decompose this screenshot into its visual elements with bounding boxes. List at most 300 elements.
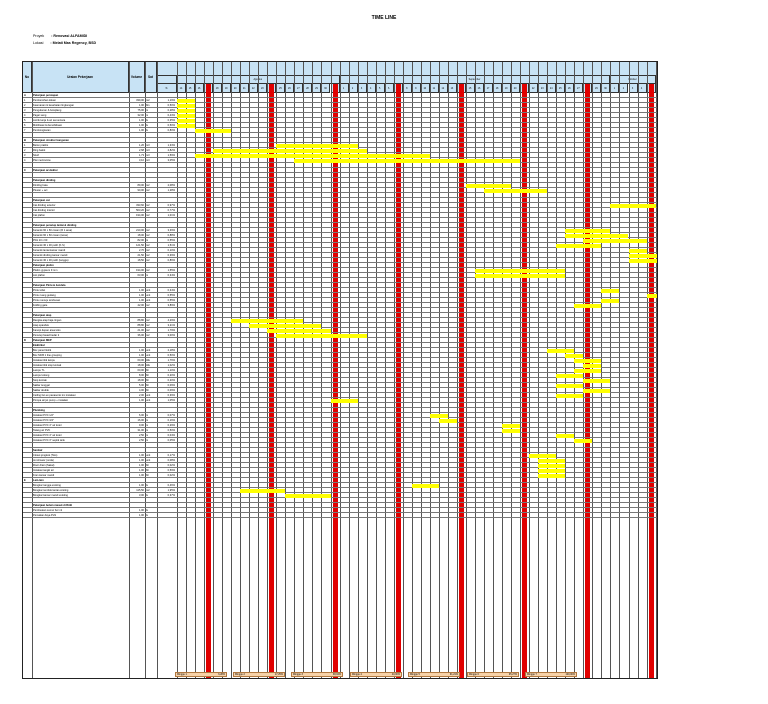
row-weight: 2,18% xyxy=(167,349,175,352)
day-header: 4 xyxy=(638,84,647,93)
row-weight: 1,51% xyxy=(167,244,175,247)
day-header: 22 xyxy=(249,84,258,93)
row-unit: m xyxy=(146,424,149,427)
day-header: 18 xyxy=(493,84,502,93)
row-number: B xyxy=(24,139,26,142)
row-unit: m2 xyxy=(146,234,150,237)
row-unit: m xyxy=(146,114,149,117)
day-header: 29 xyxy=(312,84,321,93)
row-weight: 3,89% xyxy=(167,304,175,307)
row-volume: 194,00 xyxy=(136,214,144,217)
row-number: 3 xyxy=(24,109,26,112)
progress-value: 38,04% xyxy=(332,673,341,676)
schedule-bar xyxy=(556,434,574,438)
row-volume: 1,00 xyxy=(138,459,144,462)
progress-value: 95,27% xyxy=(508,673,517,676)
row-weight: 1,55% xyxy=(167,269,175,272)
row-description: Keramik lantai kamar mandi xyxy=(33,249,66,252)
row-volume: 1,00 xyxy=(138,129,144,132)
row-weight: 1,59% xyxy=(167,154,175,157)
day-header: 30 xyxy=(601,84,610,93)
schedule-bar xyxy=(601,299,619,303)
day-header: 22 xyxy=(529,84,538,93)
row-weight: 0,35% xyxy=(167,119,175,122)
progress-box xyxy=(467,672,519,677)
row-unit: ls xyxy=(146,509,148,512)
row-weight: 0,08% xyxy=(167,459,175,462)
header-bobot: % xyxy=(157,84,177,93)
row-volume: 339,00 xyxy=(136,99,144,102)
row-description: Kran kamar mandi xyxy=(33,474,55,477)
schedule-bar xyxy=(583,239,646,243)
header-bobot-spacer xyxy=(157,76,177,84)
progress-value: 6,28% xyxy=(218,673,225,676)
row-description: Pekerjaan arsitektur xyxy=(33,169,58,172)
row-weight: 0,29% xyxy=(167,424,175,427)
row-unit: m3 xyxy=(146,159,150,162)
progress-label: Minggu 4 xyxy=(352,673,362,676)
row-volume: 1,00 xyxy=(138,104,144,107)
row-weight: 0,55% xyxy=(167,294,175,297)
row-description: Cat dinding exterior xyxy=(33,204,56,207)
row-volume: 333,60 xyxy=(136,204,144,207)
row-unit: m2 xyxy=(146,269,150,272)
week-marker-header xyxy=(459,84,464,93)
row-unit: bh xyxy=(146,474,149,477)
row-weight: 0,02% xyxy=(167,464,175,467)
progress-value: 40,00% xyxy=(391,673,400,676)
row-volume: 1,00 xyxy=(138,119,144,122)
day-header: 11 xyxy=(430,84,439,93)
row-description: Keramik 60 x 60 cream (R 1 area) xyxy=(33,229,73,232)
row-volume: 6,00 xyxy=(138,414,144,417)
schedule-bar xyxy=(276,144,357,148)
progress-label: Minggu 3 xyxy=(293,673,303,676)
header-no: No xyxy=(23,62,32,93)
row-volume: 3,10 xyxy=(138,159,144,162)
schedule-grid xyxy=(22,61,658,679)
day-header: 5 xyxy=(376,84,385,93)
week-marker-header xyxy=(396,84,401,93)
row-description: Plint 10 x 60 xyxy=(33,239,48,242)
row-unit: m xyxy=(146,109,149,112)
row-weight: 0,55% xyxy=(167,299,175,302)
row-description: Listrik kerja & air sementara xyxy=(33,119,66,122)
row-unit: unit xyxy=(146,289,151,292)
day-header: 23 xyxy=(258,84,267,93)
row-description: Pintu menuju tembusan xyxy=(33,299,61,302)
row-description: Pembersihan lokasi xyxy=(33,99,56,102)
row-weight: 0,07% xyxy=(167,414,175,417)
row-description: Elektrikal xyxy=(33,344,45,347)
schedule-bar xyxy=(565,229,610,233)
row-volume: 1,00 xyxy=(138,509,144,512)
row-unit: ls xyxy=(146,514,148,517)
row-description: Cat plafon xyxy=(33,214,45,217)
row-weight: 1,76% xyxy=(167,359,175,362)
row-volume: 18,00 xyxy=(137,364,144,367)
schedule-bar xyxy=(629,254,659,258)
schedule-bar xyxy=(574,439,592,443)
day-header: 20 xyxy=(511,84,520,93)
schedule-bar xyxy=(475,274,565,278)
progress-value: 91,21% xyxy=(449,673,458,676)
row-weight: 0,09% xyxy=(167,389,175,392)
row-description: Instalasi PVC 4" air kotor xyxy=(33,424,62,427)
day-header: 25 xyxy=(276,84,285,93)
day-header: 10 xyxy=(421,84,430,93)
row-unit: unit xyxy=(146,299,151,302)
row-unit: bh xyxy=(146,374,149,377)
row-description: Floor drain (Sakai) xyxy=(33,464,55,467)
row-weight: 0,09% xyxy=(167,384,175,387)
row-weight: 1,05% xyxy=(167,399,175,402)
row-description: Instalasi tangki air xyxy=(33,469,54,472)
day-header: 15 xyxy=(186,84,195,93)
row-number: 5 xyxy=(24,119,26,122)
row-description: Pekerjaan Pintu & Jendela xyxy=(33,284,66,287)
row-description: Penutup fasad bedar 2 xyxy=(33,334,60,337)
row-description: Pintu toilet xyxy=(33,289,46,292)
row-weight: 0,34% xyxy=(167,289,175,292)
schedule-bar xyxy=(629,259,659,263)
progress-label: Minggu 2 xyxy=(235,673,245,676)
row-description: Ceiling fan ex panasonic inc instalasi xyxy=(33,394,76,397)
row-volume: 82,00 xyxy=(137,239,144,242)
row-volume: 18,00 xyxy=(137,234,144,237)
schedule-bar xyxy=(475,269,565,273)
row-volume: 4,00 xyxy=(138,389,144,392)
day-header: 2 xyxy=(349,84,358,93)
row-unit: ls xyxy=(146,129,148,132)
row-unit: m2 xyxy=(146,99,150,102)
header-sat: Sat xyxy=(145,62,157,93)
row-description: Instalasi titik stop kontak xyxy=(33,364,62,367)
row-description: Jet shower (onda) xyxy=(33,459,54,462)
schedule-bar xyxy=(610,204,655,208)
row-unit: unit xyxy=(146,354,151,357)
project-line xyxy=(33,34,87,38)
schedule-bar xyxy=(195,154,430,158)
row-volume: 3,00 xyxy=(138,494,144,497)
row-weight: 1,01% xyxy=(167,214,175,217)
progress-label: Minggu 6 xyxy=(469,673,479,676)
row-weight: 0,05% xyxy=(167,439,175,442)
row-weight: 0,20% xyxy=(167,379,175,382)
row-unit: m2 xyxy=(146,304,150,307)
row-volume: 2,00 xyxy=(138,394,144,397)
row-weight: 0,59% xyxy=(167,469,175,472)
row-description: Lampu kolong xyxy=(33,374,50,377)
schedule-bar xyxy=(583,389,610,393)
day-header: 8 xyxy=(403,84,412,93)
week-marker-header xyxy=(522,84,527,93)
row-description: Pekerjaan cat xyxy=(33,199,50,202)
row-unit: ls xyxy=(146,494,148,497)
row-unit: m3 xyxy=(146,154,150,157)
row-volume: 89,00 xyxy=(137,184,144,187)
row-weight: 3,21% xyxy=(167,324,175,327)
schedule-bar xyxy=(177,99,195,103)
row-unit: ls xyxy=(146,124,148,127)
day-header: 16 xyxy=(475,84,484,93)
table-row xyxy=(23,513,658,518)
row-description: Folding gate xyxy=(33,304,48,307)
progress-box xyxy=(291,672,343,677)
week-marker-header xyxy=(585,84,590,93)
row-weight: 0,28% xyxy=(167,109,175,112)
row-volume: 21,50 xyxy=(137,254,144,257)
row-unit: m2 xyxy=(146,324,150,327)
row-weight: 0,17% xyxy=(167,454,175,457)
day-header: 29 xyxy=(592,84,601,93)
progress-value: 100,00% xyxy=(565,673,575,676)
header-volume: Volume xyxy=(129,62,145,93)
row-weight: 0,50% xyxy=(167,429,175,432)
month-header: Oktober xyxy=(610,76,655,84)
schedule-bar xyxy=(177,109,195,113)
page-title: TIME LINE xyxy=(371,15,397,21)
row-weight: 3,39% xyxy=(167,229,175,232)
row-weight: 0,34% xyxy=(167,274,175,277)
row-description: Keramik 30 x 30 putih (tangga) xyxy=(33,259,69,262)
row-unit: unit xyxy=(146,394,151,397)
row-weight: 1,02% xyxy=(167,364,175,367)
row-volume: 1,26 xyxy=(138,144,144,147)
location-label: Lokasi xyxy=(33,41,44,45)
row-description: Pembuatan sumur bor ml xyxy=(33,509,63,512)
progress-label: Minggu 1 xyxy=(177,673,187,676)
progress-label: Minggu 5 xyxy=(410,673,420,676)
row-description: Instalasi PVC 3/4" xyxy=(33,419,54,422)
row-weight: 0,50% xyxy=(167,354,175,357)
schedule-bar xyxy=(240,489,285,493)
row-unit: m2 xyxy=(146,214,150,217)
row-unit: m2 xyxy=(146,184,150,187)
row-description: Keramik 60 x 60 cream (teras) xyxy=(33,234,68,237)
schedule-bar xyxy=(629,249,647,253)
row-unit: m2 xyxy=(146,229,150,232)
row-unit: unit xyxy=(146,349,151,352)
row-volume: 210,00 xyxy=(136,229,144,232)
row-unit: m2 xyxy=(146,209,150,212)
day-header: 23 xyxy=(538,84,547,93)
row-volume: 1,00 xyxy=(138,349,144,352)
row-unit: m2 xyxy=(146,204,150,207)
row-description: Pekerjaan struktur bangunan xyxy=(33,139,69,142)
row-description: Pekerjaan atap xyxy=(33,314,52,317)
row-description: Box panel listrik xyxy=(33,349,52,352)
row-description: Pembongkaran xyxy=(33,129,51,132)
row-description: Saklar double xyxy=(33,389,49,392)
row-unit: ls xyxy=(146,484,148,487)
day-header: 18 xyxy=(213,84,222,93)
row-unit: unit xyxy=(146,454,151,457)
schedule-bar xyxy=(538,459,565,463)
progress-box xyxy=(175,672,227,677)
month-header: September xyxy=(340,76,611,84)
row-description: Instalasi titik lampu xyxy=(33,359,55,362)
row-volume: 1,00 xyxy=(138,289,144,292)
day-header: 27 xyxy=(294,84,303,93)
row-unit: m2 xyxy=(146,244,150,247)
row-description: Pekerjaan persiapan xyxy=(33,94,59,97)
schedule-bar xyxy=(177,114,195,118)
schedule-bar xyxy=(601,289,619,293)
row-number: 4 xyxy=(24,159,26,162)
row-description: Lampu TL xyxy=(33,369,45,372)
row-unit: bh xyxy=(146,384,149,387)
day-header: 26 xyxy=(285,84,294,93)
row-volume: 1,00 xyxy=(138,514,144,517)
row-unit: m2 xyxy=(146,254,150,257)
row-description: Lain-lain xyxy=(33,479,44,482)
row-number: 1 xyxy=(24,144,26,147)
day-header: 16 xyxy=(195,84,204,93)
schedule-bar xyxy=(556,244,601,248)
row-weight: 3,00% xyxy=(167,334,175,337)
schedule-bar xyxy=(412,484,439,488)
row-volume: 5,00 xyxy=(138,384,144,387)
row-weight: 1,95% xyxy=(167,489,175,492)
row-weight: 0,46% xyxy=(167,484,175,487)
row-volume: 88,80 xyxy=(137,319,144,322)
month-header: Agustus xyxy=(177,76,340,84)
project-label: Proyek xyxy=(33,34,45,38)
row-volume: 63,00 xyxy=(137,274,144,277)
row-description: Sanitair xyxy=(33,449,43,452)
row-unit: m2 xyxy=(146,334,150,337)
row-number: 3 xyxy=(24,154,26,157)
row-volume: 2,70 xyxy=(138,249,144,252)
row-number: 2 xyxy=(24,149,26,152)
row-unit: m2 xyxy=(146,329,150,332)
row-weight: 0,37% xyxy=(167,494,175,497)
day-header: 26 xyxy=(565,84,574,93)
schedule-bar xyxy=(565,234,628,238)
row-unit: m xyxy=(146,429,149,432)
row-description: Plafon gypsum 9 mm xyxy=(33,269,58,272)
row-description: Cat dinding interior xyxy=(33,209,55,212)
row-unit: titik xyxy=(146,364,150,367)
schedule-bar xyxy=(547,349,574,353)
row-weight: 0,20% xyxy=(167,374,175,377)
row-unit: bh xyxy=(146,369,149,372)
row-volume: 1,00 xyxy=(138,474,144,477)
schedule-bar xyxy=(195,129,231,133)
row-description: Dinding bata xyxy=(33,184,48,187)
day-header: 1 xyxy=(340,84,349,93)
row-volume: 18,00 xyxy=(137,379,144,382)
day-header: 6 xyxy=(385,84,394,93)
row-volume: 115,50 xyxy=(136,489,144,492)
schedule-bar xyxy=(565,354,583,358)
schedule-bar xyxy=(556,374,583,378)
week-marker-header xyxy=(206,84,211,93)
row-unit: m2 xyxy=(146,189,150,192)
row-unit: m xyxy=(146,274,149,277)
row-unit: m xyxy=(146,414,149,417)
schedule-bar xyxy=(439,419,457,423)
row-description: Pintu ruang gudang xyxy=(33,294,56,297)
row-description: Box MCB 1 line grouping xyxy=(33,354,62,357)
row-volume: 1,00 xyxy=(138,464,144,467)
day-header: 13 xyxy=(448,84,457,93)
row-unit: m2 xyxy=(146,259,150,262)
row-weight: 0,16% xyxy=(167,419,175,422)
row-description: Stop kontak xyxy=(33,379,47,382)
row-volume: 1,00 xyxy=(138,294,144,297)
row-weight: 3,05% xyxy=(167,159,175,162)
row-description: Pengukuran & bowplang xyxy=(33,109,62,112)
day-header: 27 xyxy=(574,84,583,93)
progress-label: Minggu 7 xyxy=(527,673,537,676)
row-description: Closet jongkok (Toto) xyxy=(33,454,58,457)
schedule-bar xyxy=(502,424,520,428)
row-weight: 0,39% xyxy=(167,394,175,397)
row-description: Pekerjaan dinding xyxy=(33,179,56,182)
progress-box xyxy=(525,672,577,677)
row-volume: 36,00 xyxy=(137,334,144,337)
schedule-bar xyxy=(249,324,321,328)
row-description: Instalasi PVC 4" air kotor xyxy=(33,434,62,437)
day-header: 9 xyxy=(412,84,421,93)
row-weight: 1,79% xyxy=(167,329,175,332)
day-header: 21 xyxy=(240,84,249,93)
row-description: Bongkar tangga existing xyxy=(33,484,61,487)
row-volume: 1,00 xyxy=(138,124,144,127)
schedule-bar xyxy=(574,369,601,373)
row-unit: bh xyxy=(146,469,149,472)
schedule-bar xyxy=(538,474,565,478)
row-description: List plafon xyxy=(33,274,45,277)
schedule-bar xyxy=(213,149,367,153)
row-number: 7 xyxy=(24,129,26,132)
schedule-bar xyxy=(177,124,195,128)
row-volume: 1,00 xyxy=(138,469,144,472)
row-unit: m xyxy=(146,239,149,242)
progress-box xyxy=(233,672,285,677)
row-volume: 60,00 xyxy=(137,359,144,362)
schedule-bar xyxy=(430,414,448,418)
row-volume: 16,00 xyxy=(137,419,144,422)
row-unit: ls xyxy=(146,119,148,122)
day-header: 2 xyxy=(619,84,628,93)
week-marker-header xyxy=(269,84,274,93)
row-description: Plat mezzanine xyxy=(33,159,51,162)
row-unit: titik xyxy=(146,359,150,362)
row-description: Bongkar tembok lantai existing xyxy=(33,489,69,492)
row-description: Saklar tunggal xyxy=(33,384,50,387)
row-volume: 90,00 xyxy=(137,189,144,192)
progress-box xyxy=(350,672,402,677)
row-unit: unit xyxy=(146,399,151,402)
row-unit: m xyxy=(146,434,149,437)
schedule-bar xyxy=(231,319,303,323)
day-header: 3 xyxy=(358,84,367,93)
row-weight: 0,55% xyxy=(167,239,175,242)
row-volume: 42,00 xyxy=(137,304,144,307)
day-header: 4 xyxy=(367,84,376,93)
row-description: Instalasi PVC 3" septik tank xyxy=(33,439,65,442)
row-weight: 1,33% xyxy=(167,144,175,147)
row-unit: bh xyxy=(146,379,149,382)
schedule-bar xyxy=(556,394,583,398)
location-value: : Melati Mas Regency, BSD xyxy=(50,41,97,45)
row-unit: bln xyxy=(146,104,150,107)
schedule-bar xyxy=(502,429,520,433)
row-volume: 1,00 xyxy=(138,399,144,402)
